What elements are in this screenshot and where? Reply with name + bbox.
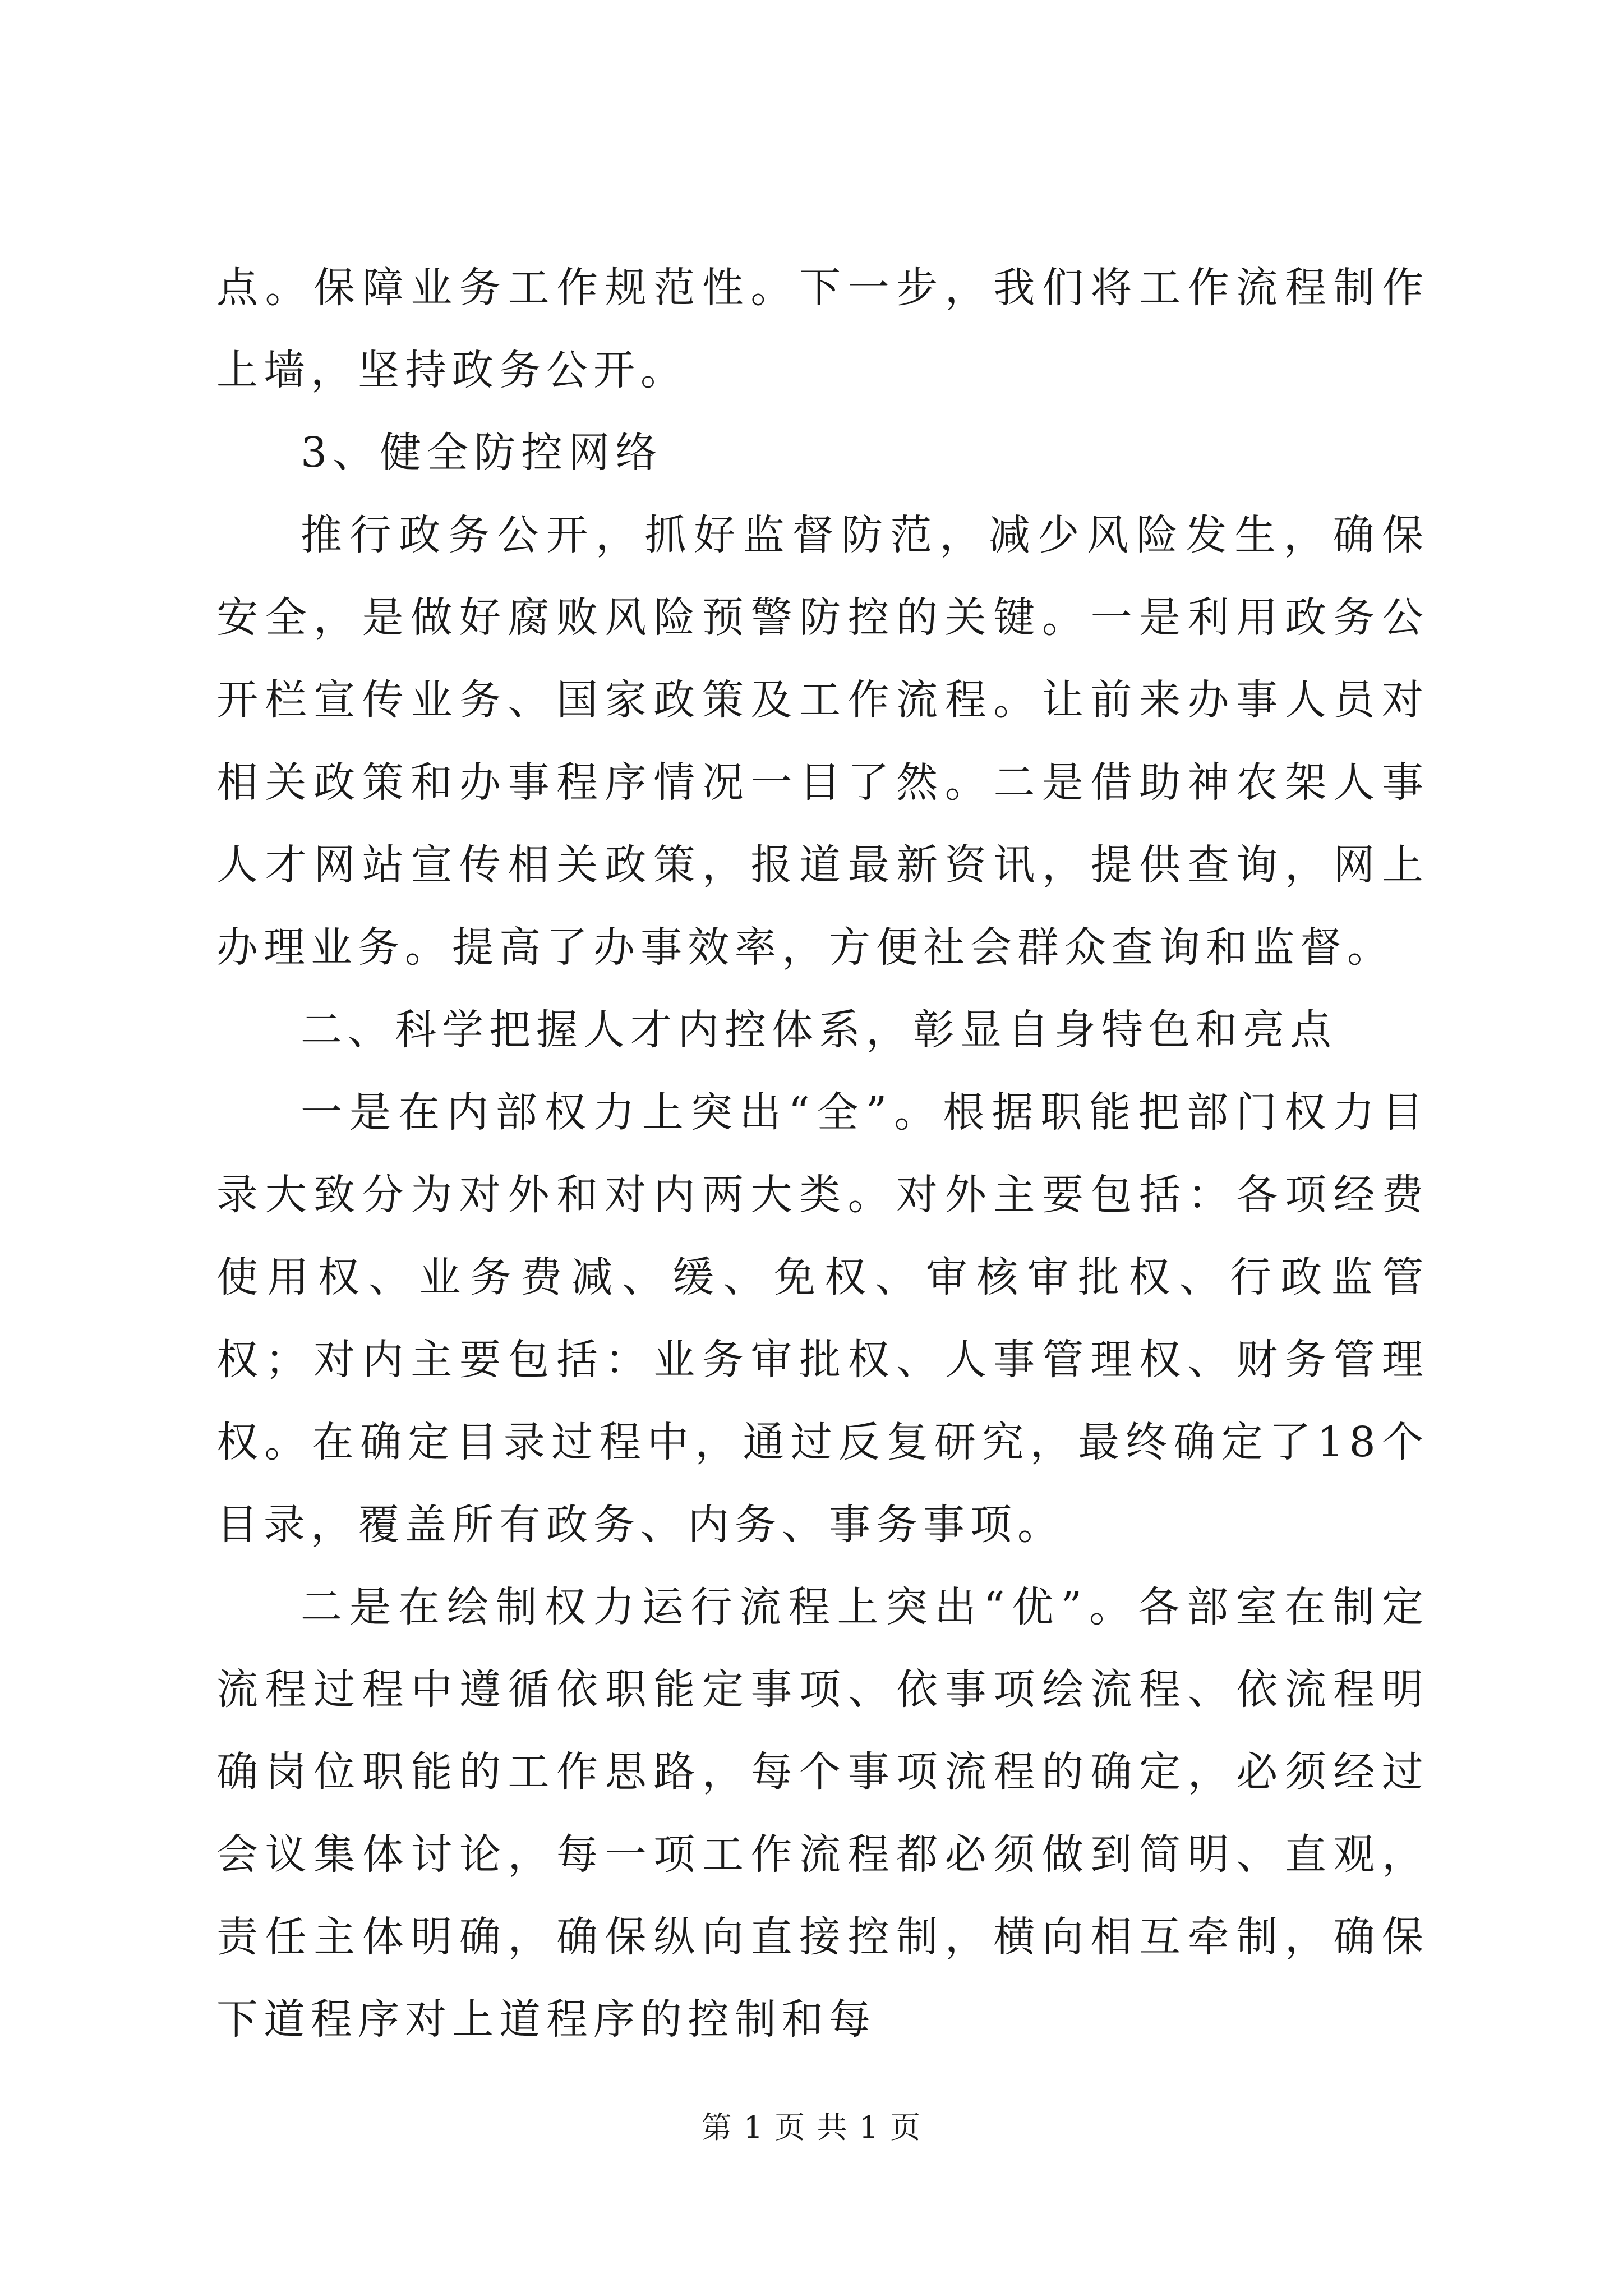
section-heading-prevention-network: 3、健全防控网络 [301,429,663,477]
section-heading-internal-control: 二、科学把握人才内控体系，彰显自身特色和亮点 [301,1006,1337,1054]
document-body [216,247,1429,2061]
page-number-footer: 第 1 页 共 1 页 [701,2110,922,2145]
paragraph-continuation: 点。保障业务工作规范性。下一步，我们将工作流程制作上墙，坚持政务公开。 [216,264,1429,394]
paragraph-power-process: 二是在绘制权力运行流程上突出“优”。各部室在制定流程过程中遵循依职能定事项、依事项绘流程、依流程明确岗位职能的工作思路，每个事项流程的确定，必须经过会议集体讨论，每一项工作流程都必须做到简明、直观，责任主体明确，确保纵向直接控制，横向相互牵制，确保下道程序对上道程序的控制和每 [216,1583,1429,2044]
paragraph-government-openness: 推行政务公开，抓好监督防范，减少风险发生，确保安全，是做好腐败风险预警防控的关键。一是利用政务公开栏宣传业务、国家政策及工作流程。让前来办事人员对相关政策和办事程序情况一目了然。二是借助神农架人事人才网站宣传相关政策，报道最新资讯，提供查询，网上办理业务。提高了办事效率，方便社会群众查询和监督。 [216,511,1429,972]
paragraph-power-catalog: 一是在内部权力上突出“全”。根据职能把部门权力目录大致分为对外和对内两大类。对外主要包括：各项经费使用权、业务费减、缓、免权、审核审批权、行政监管权；对内主要包括：业务审批权、人事管理权、财务管理权。在确定目录过程中，通过反复研究，最终确定了18个目录，覆盖所有政务、内务、事务事项。 [216,1088,1429,1549]
